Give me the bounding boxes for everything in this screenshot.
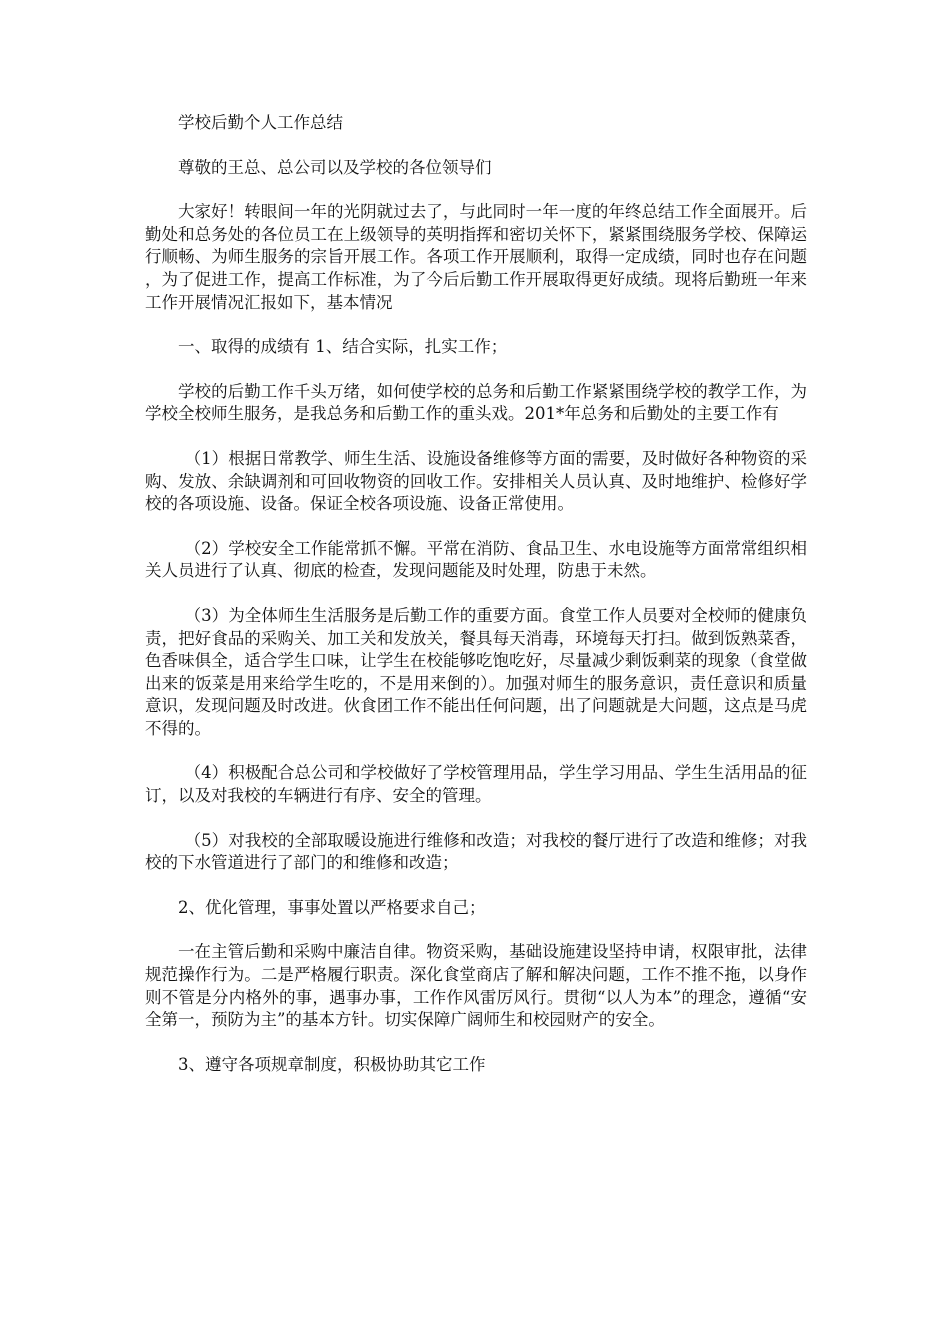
- section1-heading: 一、取得的成绩有 1、结合实际，扎实工作；: [178, 337, 508, 357]
- section1-intro-paragraph: 学校的后勤工作千头万绪，如何使学校的总务和后勤工作紧紧围绕学校的教学工作，为学校全校师生服务，是我总务和后勤工作的重头戏。201*年总务和后勤处的主要工作有: [145, 381, 807, 424]
- section2-paragraph: 一在主管后勤和采购中廉洁自律。物资采购，基础设施建设坚持申请，权限审批，法律规范操作行为。二是严格履行职责。深化食堂商店了解和解决问题，工作不推不拖，以身作则不管是分内格外的事，遇事办事，工作作风雷厉风行。贯彻“以人为本”的理念，遵循“安全第一，预防为主”的基本方针。切实保障广阔师生和校园财产的安全。: [145, 942, 807, 1030]
- document-title: 学校后勤个人工作总结: [178, 113, 343, 132]
- intro-paragraph: 大家好！转眼间一年的光阴就过去了，与此同时一年一度的年终总结工作全面展开。后勤处和总务处的各位员工在上级领导的英明指挥和密切关怀下，紧紧围绕服务学校、保障运行顺畅、为师生服务的宗旨开展工作。各项工作开展顺利，取得一定成绩，同时也存在问题，为了促进工作，提高工作标准，为了今后后勤工作开展取得更好成绩。现将后勤班一年来工作开展情况汇报如下，基本情况: [145, 202, 807, 312]
- item-3-paragraph: （3）为全体师生生活服务是后勤工作的重要方面。食堂工作人员要对全校师的健康负责，把好食品的采购关、加工关和发放关，餐具每天消毒，环境每天打扫。做到饭熟菜香，色香味俱全，适合学生口味，让学生在校能够吃饱吃好，尽量减少剩饭剩菜的现象（食堂做出来的饭菜是用来给学生吃的，不是用来倒的）。加强对师生的服务意识，责任意识和质量意识，发现问题及时改进。伙食团工作不能出任何问题，出了问题就是大问题，这点是马虎不得的。: [145, 605, 807, 738]
- section2-heading: 2、优化管理，事事处置以严格要求自己；: [178, 897, 486, 917]
- item-1-paragraph: （1）根据日常教学、师生生活、设施设备维修等方面的需要，及时做好各种物资的采购、发放、余缺调剂和可回收物资的回收工作。安排相关人员认真、及时地维护、检修好学校的各项设施、设备。保证全校各项设施、设备正常使用。: [145, 448, 807, 514]
- item-5-paragraph: （5）对我校的全部取暖设施进行维修和改造；对我校的餐厅进行了改造和维修；对我校的下水管道进行了部门的和维修和改造；: [145, 830, 807, 873]
- item-2-paragraph: （2）学校安全工作能常抓不懈。平常在消防、食品卫生、水电设施等方面常常组织相关人员进行了认真、彻底的检查，发现问题能及时处理，防患于未然。: [145, 538, 807, 581]
- section3-heading: 3、遵守各项规章制度，积极协助其它工作: [178, 1054, 486, 1074]
- document-body: [145, 112, 807, 1098]
- salutation: 尊敬的王总、总公司以及学校的各位领导们: [178, 157, 492, 177]
- item-4-paragraph: （4）积极配合总公司和学校做好了学校管理用品，学生学习用品、学生生活用品的征订，以及对我校的车辆进行有序、安全的管理。: [145, 763, 807, 806]
